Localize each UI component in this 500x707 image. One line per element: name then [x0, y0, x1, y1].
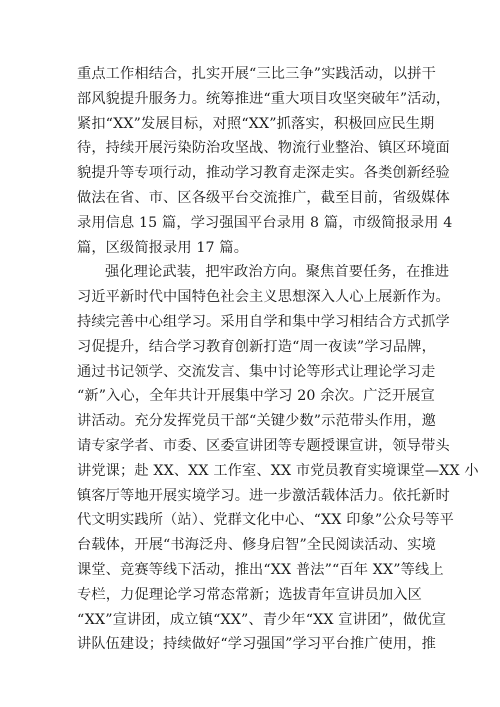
text-line: 课堂、竞赛等线下活动，推出“XX 普法”“百年 XX”等线上 — [77, 561, 444, 578]
text-line: 讲活动。充分发挥党员干部“关键少数”示范带头作用，邀 — [77, 413, 436, 430]
paragraph-heading-line: 强化理论武装，把牢政治方向。聚焦首要任务，在推进 — [105, 264, 450, 281]
text-line: 请专家学者、市委、区委宣讲团等专题授课宣讲，领导带头 — [77, 437, 450, 454]
text-line: 做法在省、市、区各级平台交流推广，截至目前，省级媒体 — [77, 189, 450, 206]
document-body — [77, 62, 479, 657]
text-line: 貌提升等专项行动，推动学习教育走深走实。各类创新经验 — [77, 165, 450, 182]
text-line: 录用信息 15 篇，学习强国平台录用 8 篇，市级简报录用 4 — [77, 214, 453, 231]
text-line: “新”入心，全年共计开展集中学习 20 余次。广泛开展宣 — [77, 388, 435, 405]
text-line: 通过书记领学、交流发言、集中讨论等形式让理论学习走 — [77, 363, 436, 380]
text-line: 待，持续开展污染防治攻坚战、物流行业整治、镇区环境面 — [77, 140, 450, 157]
text-line: 讲党课；赴 XX、XX 工作室、XX 市党员教育实境课堂—XX 小 — [77, 462, 479, 479]
text-line: 讲队伍建设；持续做好“学习强国”学习平台推广使用，推 — [77, 636, 436, 653]
text-line: 台载体，开展“书海泛舟、修身启智”全民阅读活动、实境 — [77, 537, 436, 554]
text-line: 篇，区级简报录用 17 篇。 — [77, 239, 249, 256]
text-line: 持续完善中心组学习。采用自学和集中学习相结合方式抓学 — [77, 313, 450, 330]
text-line: 镇客厅等地开展实境学习。进一步激活载体活力。依托新时 — [77, 487, 450, 504]
text-line: 代文明实践所（站）、党群文化中心、“XX 印象”公众号等平 — [77, 512, 454, 529]
text-line: 部风貌提升服务力。统筹推进“重大项目攻坚突破年”活动， — [77, 90, 451, 107]
text-line: “XX”宣讲团，成立镇“XX”、青少年“XX 宣讲团”，做优宣 — [77, 611, 447, 628]
text-line: 习促提升，结合学习教育创新打造“周一夜读”学习品牌， — [77, 338, 436, 355]
text-line: 紧扣“XX”发展目标，对照“XX”抓落实，积极回应民生期 — [77, 115, 435, 132]
text-line: 习近平新时代中国特色社会主义思想深入人心上展新作为。 — [77, 289, 450, 306]
text-line: 重点工作相结合，扎实开展“三比三争”实践活动，以拼干 — [77, 66, 436, 82]
text-line: 专栏，力促理论学习常态常新；选拔青年宣讲员加入区 — [77, 586, 422, 603]
